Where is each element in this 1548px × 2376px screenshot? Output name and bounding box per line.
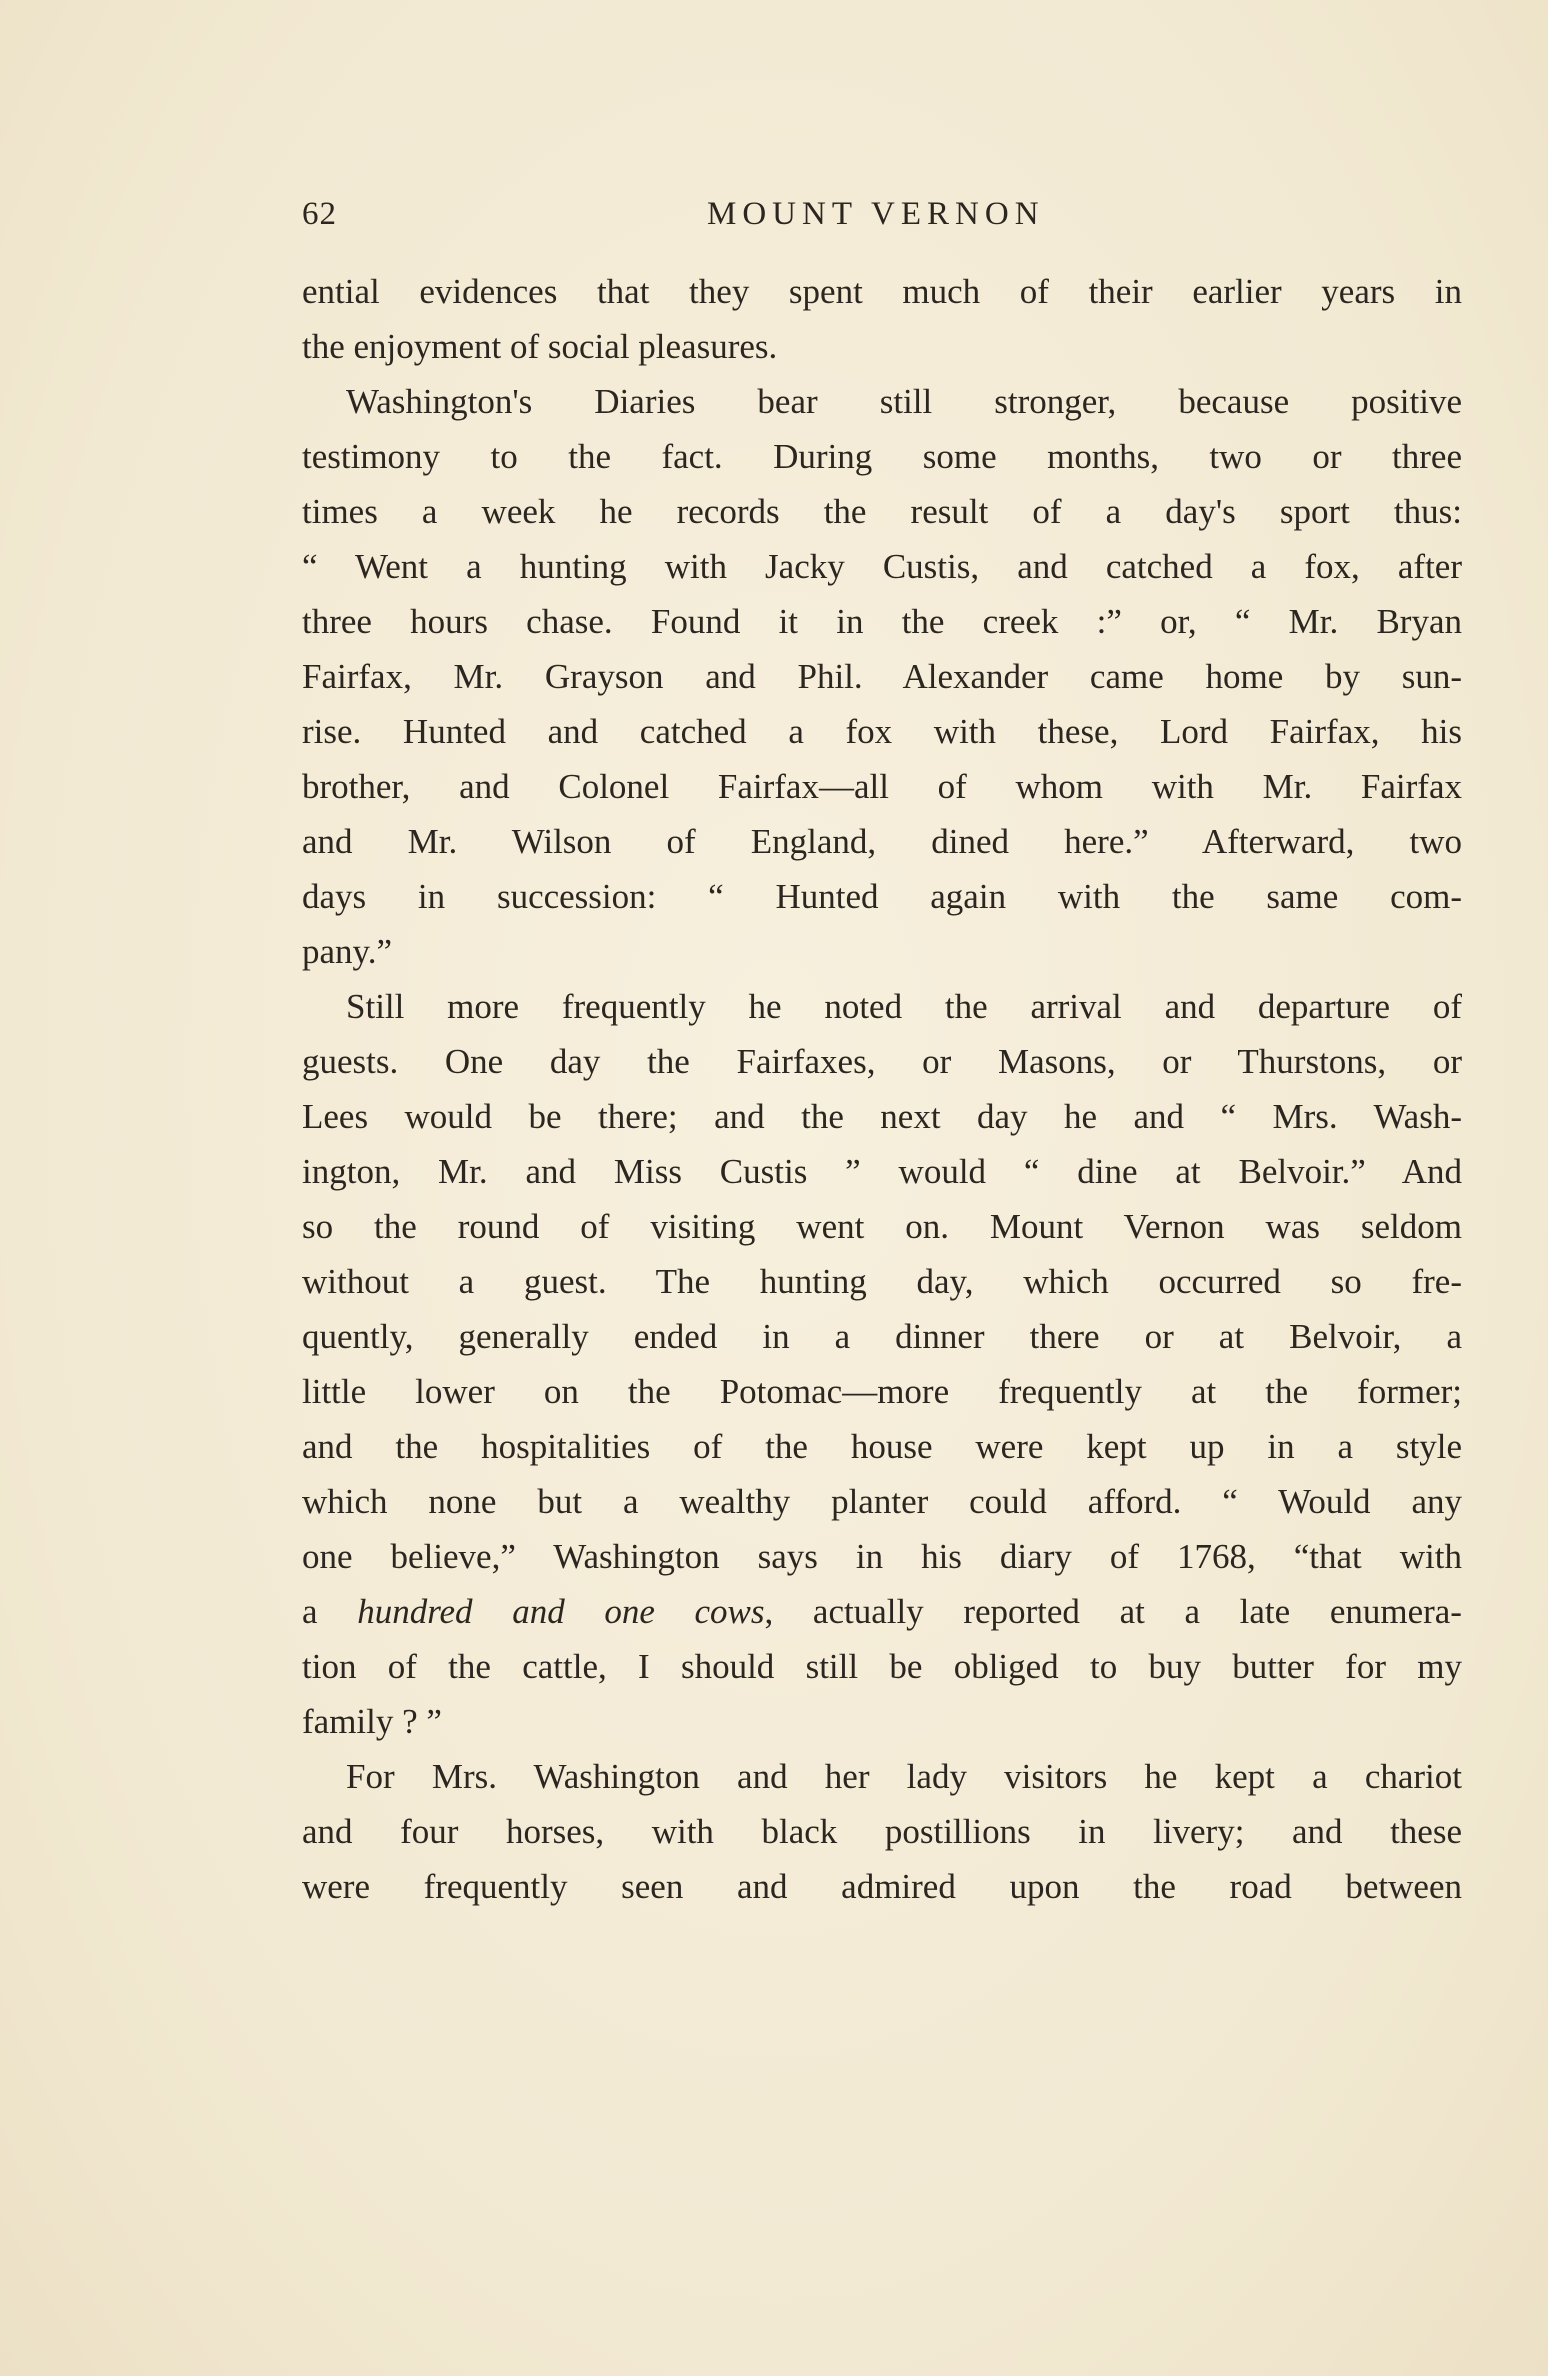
text-line: and Mr. Wilson of England, dined here.” Afterward, two: [302, 822, 1462, 861]
text-line: times a week he records the result of a day's sport thus:: [302, 492, 1462, 531]
text-line: little lower on the Potomac—more frequently at the former;: [302, 1372, 1462, 1411]
text-line: testimony to the fact. During some months, two or three: [302, 437, 1462, 476]
text-line: tion of the cattle, I should still be obliged to buy butter for my: [302, 1647, 1462, 1686]
text-line: Fairfax, Mr. Grayson and Phil. Alexander came home by sun-: [302, 657, 1462, 696]
text-line: For Mrs. Washington and her lady visitors he kept a chariot: [346, 1757, 1462, 1796]
text-line: a hundred and one cows, actually reported at a late enumera-: [302, 1592, 1462, 1631]
text-line: so the round of visiting went on. Mount Vernon was seldom: [302, 1207, 1462, 1246]
text-line: family ? ”: [302, 1702, 442, 1741]
text-line: pany.”: [302, 932, 393, 971]
text-line: and four horses, with black postillions in livery; and these: [302, 1812, 1462, 1851]
text-line: three hours chase. Found it in the creek :” or, “ Mr. Bryan: [302, 602, 1462, 641]
text-line: one believe,” Washington says in his diary of 1768, “that with: [302, 1537, 1462, 1576]
text-line: which none but a wealthy planter could afford. “ Would any: [302, 1482, 1462, 1521]
text-line: brother, and Colonel Fairfax—all of whom with Mr. Fairfax: [302, 767, 1462, 806]
text-line: Still more frequently he noted the arrival and departure of: [346, 987, 1462, 1026]
text-line: Lees would be there; and the next day he and “ Mrs. Wash-: [302, 1097, 1462, 1136]
text-line: were frequently seen and admired upon the road between: [302, 1867, 1462, 1906]
body-text: [302, 264, 1462, 1914]
text-line: the enjoyment of social pleasures.: [302, 327, 778, 366]
text-line: Washington's Diaries bear still stronger, because positive: [346, 382, 1462, 421]
text-line: without a guest. The hunting day, which occurred so fre-: [302, 1262, 1462, 1301]
text-line: rise. Hunted and catched a fox with these, Lord Fairfax, his: [302, 712, 1462, 751]
text-line: ential evidences that they spent much of their earlier years in: [302, 272, 1462, 311]
page-number: 62: [302, 196, 337, 232]
running-title: MOUNT VERNON: [707, 196, 1045, 232]
running-head: [302, 196, 1462, 240]
text-line: days in succession: “ Hunted again with the same com-: [302, 877, 1462, 916]
text-line: quently, generally ended in a dinner there or at Belvoir, a: [302, 1317, 1462, 1356]
text-line: guests. One day the Fairfaxes, or Masons, or Thurstons, or: [302, 1042, 1462, 1081]
text-line: ington, Mr. and Miss Custis ” would “ dine at Belvoir.” And: [302, 1152, 1462, 1191]
text-line: and the hospitalities of the house were kept up in a style: [302, 1427, 1462, 1466]
text-line: “ Went a hunting with Jacky Custis, and catched a fox, after: [302, 547, 1462, 586]
